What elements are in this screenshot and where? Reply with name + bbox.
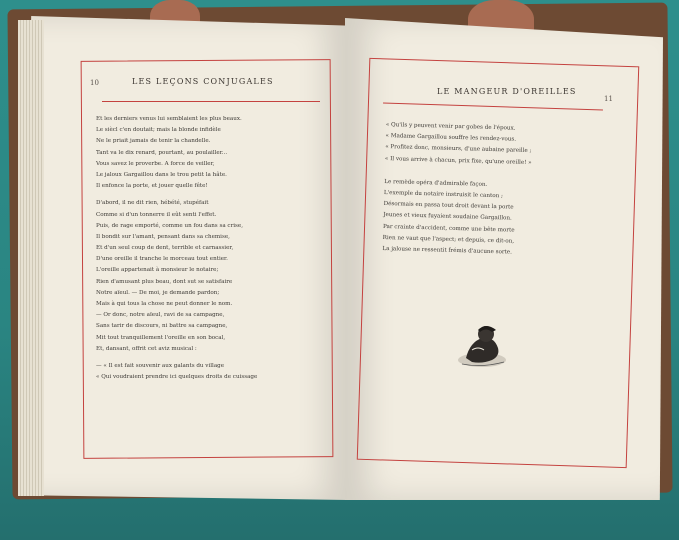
left-running-head: LES LEÇONS CONJUGALES bbox=[132, 77, 274, 86]
verse-line: Le remède opéra d'admirable façon. bbox=[384, 178, 488, 188]
verse-line: « Profitez donc, monsieurs, d'une aubaine pareille ; bbox=[385, 144, 532, 155]
verse-line: Puis, de rage emporté, comme un fou dans sa crise, bbox=[96, 222, 243, 229]
verse-line: Mit tout tranquillement l'oreille en son bocal, bbox=[96, 334, 226, 341]
left-page-number: 10 bbox=[90, 79, 99, 87]
verse-line: D'une oreille il tranche le morceau tout entier. bbox=[96, 256, 228, 263]
verse-line: « Madame Gargaillou souffre les rendez-vous. bbox=[385, 133, 517, 143]
verse-line: Mais à qui tous la chose ne peut donner le nom. bbox=[96, 301, 233, 307]
verse-line: « Qui voudraient prendre ici quelques droits de cuissage bbox=[96, 374, 258, 381]
verse-line: Le siècl c'en doutait; mais la blonde infidèle bbox=[96, 127, 221, 134]
verse-line: Jeunes et vieux fuyaient soudaine Gargaillon. bbox=[383, 212, 512, 222]
verse-line: Le jaloux Gargaillou dans le trou petit la hâte. bbox=[96, 171, 227, 178]
verse-line: Sans tarir de discours, ni battre sa campagne, bbox=[96, 323, 228, 330]
verse-line: Rien ne vaut que l'aspect; et depuis, ce dit-on, bbox=[382, 234, 515, 245]
verse-line: La jalouse ne ressentit frémis d'aucune sorte. bbox=[382, 245, 512, 256]
verse-line: « Il vous arrive à chacun, prix fixe, qu'une oreille! » bbox=[384, 155, 532, 166]
verse-line: Désormais en passa tout droit devant la porte bbox=[383, 201, 514, 211]
verse-line: Ne le priait jamais de tenir la chandelle. bbox=[96, 138, 211, 145]
verse-line: Notre aïeul. — De moi, je demande pardon; bbox=[96, 289, 220, 296]
right-page-text bbox=[382, 120, 532, 259]
verse-line: Et les derniers venus lui semblaient les plus beaux. bbox=[96, 116, 242, 122]
verse-line: L'oreille appartenait à monsieur le notaire; bbox=[96, 267, 219, 274]
page-edge-stack bbox=[18, 20, 44, 496]
verse-line: D'abord, il ne dit rien, hébété, stupéfait bbox=[96, 200, 209, 207]
right-running-head: LE MANGEUR D'OREILLES bbox=[437, 87, 577, 96]
verse-line: Vous savez le proverbe. A force de veiller, bbox=[96, 160, 215, 167]
engraving-vignette-icon bbox=[452, 320, 512, 372]
verse-line: Tant va le dix renard, pourtant, au poulailler... bbox=[96, 149, 228, 156]
verse-line: — « Il est fait souvenir aux galants du village bbox=[96, 362, 225, 369]
verse-line: Et, dansant, offrit cet aviz musical : bbox=[96, 345, 197, 352]
verse-line: Il bondit sur l'amant, pensant dans sa chemise, bbox=[96, 233, 230, 240]
right-page-number: 11 bbox=[604, 95, 613, 103]
verse-line: Par crainte d'accident, comme une bête morte bbox=[382, 223, 515, 234]
left-page-text bbox=[96, 114, 257, 383]
verse-line: Comme si d'un tonnerre il eût senti l'effet. bbox=[96, 211, 217, 218]
verse-line: L'exemple du notaire instruisit le canton ; bbox=[383, 189, 503, 200]
verse-line: « Qu'ils y peuvent venir par gobes de l'époux. bbox=[385, 121, 516, 132]
verse-line: Et d'un seul coup de dent, terrible et carnassier, bbox=[96, 245, 234, 252]
verse-line: — Or donc, notre aïeul, ravi de sa campagne, bbox=[96, 312, 225, 319]
left-head-rule bbox=[102, 101, 320, 102]
verse-line: Rien d'amusant plus beau, dont sut se satisfaire bbox=[96, 278, 233, 285]
verse-line: Il enfonce la porte, et jouer quelle fête! bbox=[96, 183, 208, 190]
